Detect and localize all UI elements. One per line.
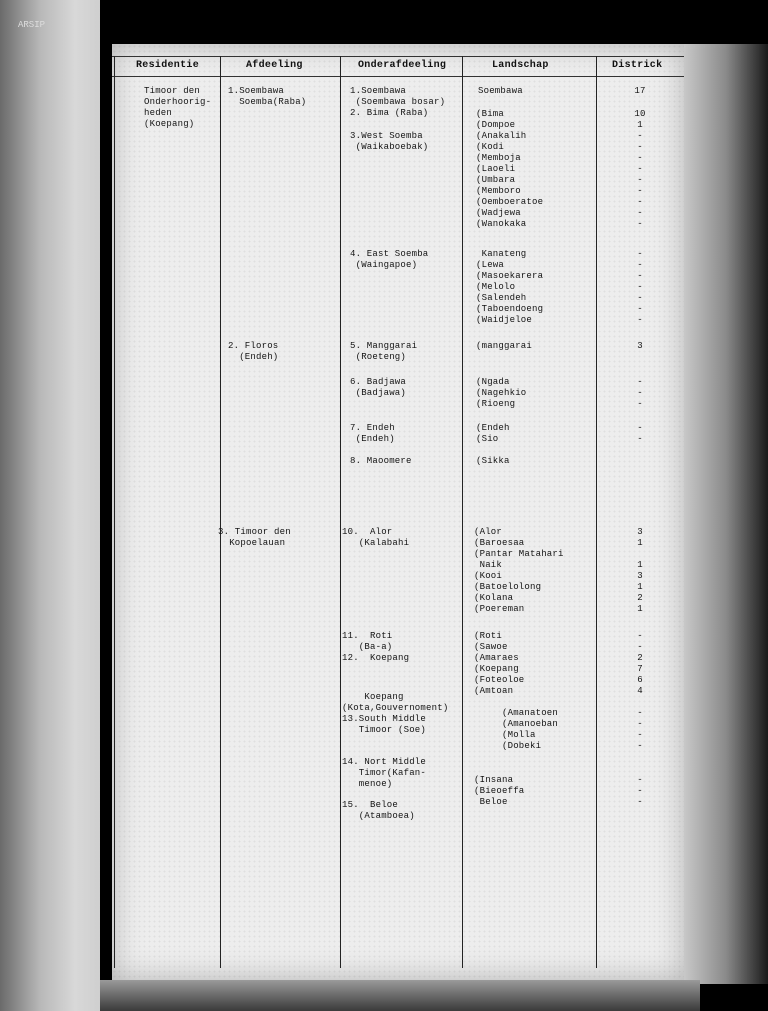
- landschap-list-7: (Endeh (Sio: [476, 423, 510, 444]
- header-landschap: Landschap: [492, 60, 549, 71]
- header-rule: [112, 76, 684, 77]
- district-list-7: - -: [637, 423, 643, 444]
- district-list-10: 3 1 1 3 1 2 1: [637, 527, 643, 614]
- onderafdeeling-8: 8. Maoomere: [350, 456, 412, 466]
- residentie-cell: Timoor den Onderhoorig- heden (Koepang): [144, 86, 212, 129]
- onderafdeeling-5: 5. Manggarai (Roeteng): [350, 341, 418, 362]
- district-list-14: - - -: [637, 775, 643, 807]
- header-residentie: Residentie: [136, 60, 200, 71]
- district-list-6: - - -: [637, 377, 643, 409]
- col-divider-2: [340, 56, 341, 968]
- onderafdeeling-1-2: 1.Soembawa (Soembawa bosar) 2. Bima (Raba): [350, 86, 446, 118]
- district-1: 17: [634, 86, 646, 96]
- header-afdeeling: Afdeeling: [246, 60, 303, 71]
- landschap-manggarai: (manggarai: [476, 341, 533, 351]
- afdeeling-floros: 2. Floros (Endeh): [228, 341, 279, 362]
- onderafdeeling-11-12: 11. Roti (Ba-a) 12. Koepang: [342, 631, 410, 663]
- landschap-list-13: (Amanatoen (Amanoeban (Molla (Dobeki: [502, 708, 559, 751]
- district-list-2: 10 1 - - - - - - - - -: [634, 109, 646, 229]
- col-divider-4: [596, 56, 597, 968]
- afdeeling-soembawa: 1.Soembawa Soemba(Raba): [228, 86, 307, 107]
- onderafdeeling-3: 3.West Soemba (Waikaboebak): [350, 131, 429, 152]
- film-bottom-edge: [100, 980, 700, 1011]
- onderafdeeling-14: 14. Nort Middle Timor(Kafan- menoe): [342, 757, 427, 789]
- landschap-list-1: (Bima (Dompoe (Anakalih (Kodi (Memboja (Laoeli (Umbara (Memboro (Oemboeratoe (Wadjewa (Wanokaka: [476, 109, 544, 229]
- table-top-rule: [112, 56, 684, 57]
- onderafdeeling-kota-13: Koepang (Kota,Gouvernoment) 13.South Middle Timoor (Soe): [342, 692, 449, 735]
- onderafdeeling-4: 4. East Soemba (Waingapoe): [350, 249, 429, 270]
- onderafdeeling-7: 7. Endeh (Endeh): [350, 423, 395, 444]
- landschap-soembawa: Soembawa: [478, 86, 523, 96]
- landschap-list-6: (Ngada (Nagehkio (Rioeng: [476, 377, 527, 409]
- district-list-4: - - - - - - -: [637, 249, 643, 325]
- margin-tag: ARSIP: [18, 20, 46, 30]
- landschap-list-14: (Insana (Bieoeffa Beloe: [474, 775, 525, 807]
- onderafdeeling-15: 15. Beloe (Atamboea): [342, 800, 415, 821]
- landschap-list-4: Kanateng (Lewa (Masoekarera (Melolo (Salendeh (Taboendoeng (Waidjeloe: [476, 249, 544, 325]
- district-list-13: - - - -: [637, 708, 643, 751]
- landschap-list-10: (Alor (Baroesaa (Pantar Matahari Naik (Kooi (Batoelolong (Kolana (Poereman: [474, 527, 564, 614]
- col-divider-1: [220, 56, 221, 968]
- document-sheet: [112, 44, 684, 980]
- header-district: Districk: [612, 60, 663, 71]
- col-divider-left: [114, 56, 115, 968]
- film-right-edge: [684, 44, 768, 984]
- landschap-list-11: (Roti (Sawoe (Amaraes (Koepang (Foteoloe (Amtoan: [474, 631, 525, 696]
- film-left-strip: [0, 0, 100, 1011]
- col-divider-3: [462, 56, 463, 968]
- district-list-11: - - 2 7 6 4: [637, 631, 643, 696]
- header-onderafdeeling: Onderafdeeling: [358, 60, 447, 71]
- landschap-sikka: (Sikka: [476, 456, 510, 466]
- district-5: 3: [637, 341, 643, 351]
- afdeeling-timoor: 3. Timoor den Kopoelauan: [218, 527, 291, 548]
- onderafdeeling-10: 10. Alor (Kalabahi: [342, 527, 410, 548]
- onderafdeeling-6: 6. Badjawa (Badjawa): [350, 377, 407, 398]
